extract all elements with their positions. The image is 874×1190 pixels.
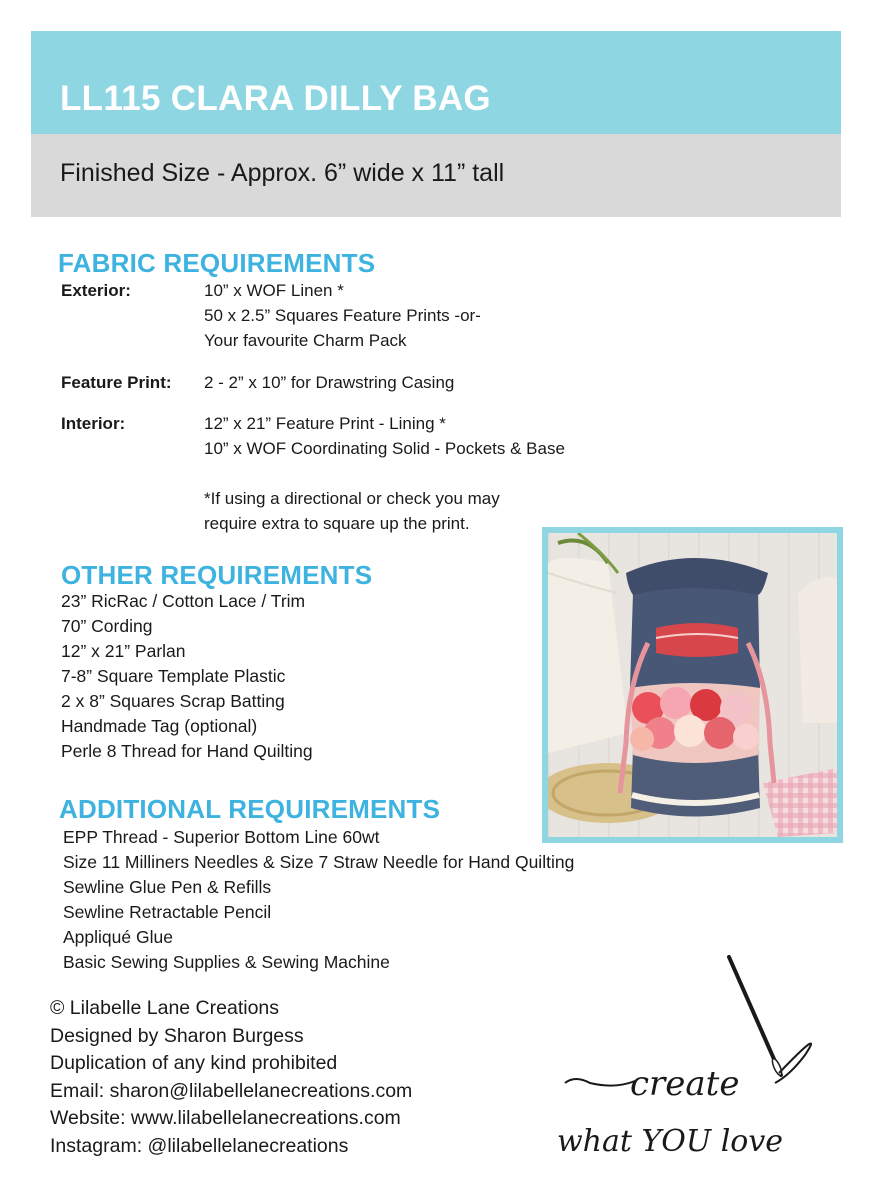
list-item: Handmade Tag (optional) (61, 716, 258, 736)
other-requirements-list (61, 589, 313, 764)
list-item: EPP Thread - Superior Bottom Line 60wt (63, 827, 380, 847)
email-line[interactable]: Email: sharon@lilabellelanecreations.com (50, 1079, 413, 1102)
list-item: 70” Cording (61, 616, 153, 636)
list-item: 7-8” Square Template Plastic (61, 666, 286, 686)
fabric-row-line: 50 x 2.5” Squares Feature Prints -or- (204, 306, 481, 325)
fabric-row-line: 10” x WOF Coordinating Solid - Pockets & Base (204, 439, 565, 458)
list-item: Sewline Glue Pen & Refills (63, 877, 272, 897)
fabric-row-line: 2 - 2” x 10” for Drawstring Casing (204, 373, 455, 392)
list-item: Basic Sewing Supplies & Sewing Machine (63, 952, 390, 972)
dilly-bag-photo (548, 533, 837, 837)
fabric-row-line: Your favourite Charm Pack (204, 331, 407, 350)
logo-line1: create (630, 1064, 740, 1104)
fabric-requirements-heading: FABRIC REQUIREMENTS (58, 248, 376, 278)
list-item: Sewline Retractable Pencil (63, 902, 272, 922)
credits-block (50, 995, 412, 1160)
pattern-title: LL115 CLARA DILLY BAG (60, 79, 491, 118)
list-item: 23” RicRac / Cotton Lace / Trim (61, 591, 306, 611)
additional-requirements-list (63, 825, 574, 975)
list-item: Size 11 Milliners Needles & Size 7 Straw Needle for Hand Quilting (63, 852, 575, 872)
duplication-line: Duplication of any kind prohibited (50, 1052, 338, 1074)
finished-size-banner (31, 134, 841, 217)
logo-line2: what YOU love (557, 1124, 784, 1159)
needle-icon (729, 957, 811, 1083)
website-line[interactable]: Website: www.lilabellelanecreations.com (50, 1107, 401, 1129)
list-item: 12” x 21” Parlan (61, 641, 186, 661)
fabric-row-line: 10” x WOF Linen * (204, 281, 344, 300)
product-photo-frame (542, 527, 843, 843)
list-item: 2 x 8” Squares Scrap Batting (61, 691, 285, 711)
fabric-note-line: *If using a directional or check you may (204, 489, 500, 508)
other-requirements-heading: OTHER REQUIREMENTS (61, 560, 373, 590)
fabric-note-line: require extra to square up the print. (204, 514, 470, 533)
fabric-row-label: Exterior: (61, 281, 131, 300)
instagram-line[interactable]: Instagram: @lilabellelanecreations (50, 1134, 349, 1157)
title-banner (31, 31, 841, 134)
list-item: Perle 8 Thread for Hand Quilting (61, 741, 313, 761)
list-item: Appliqué Glue (63, 927, 173, 947)
fabric-row-label: Interior: (61, 414, 126, 433)
finished-size-text: Finished Size - Approx. 6” wide x 11” tall (60, 159, 505, 187)
create-what-you-love-logo (555, 955, 825, 1170)
copyright-line: © Lilabelle Lane Creations (50, 997, 280, 1019)
designer-line: Designed by Sharon Burgess (50, 1024, 304, 1047)
fabric-row-line: 12” x 21” Feature Print - Lining * (204, 414, 446, 433)
additional-requirements-heading: ADDITIONAL REQUIREMENTS (59, 794, 441, 824)
fabric-row-label: Feature Print: (61, 373, 172, 392)
